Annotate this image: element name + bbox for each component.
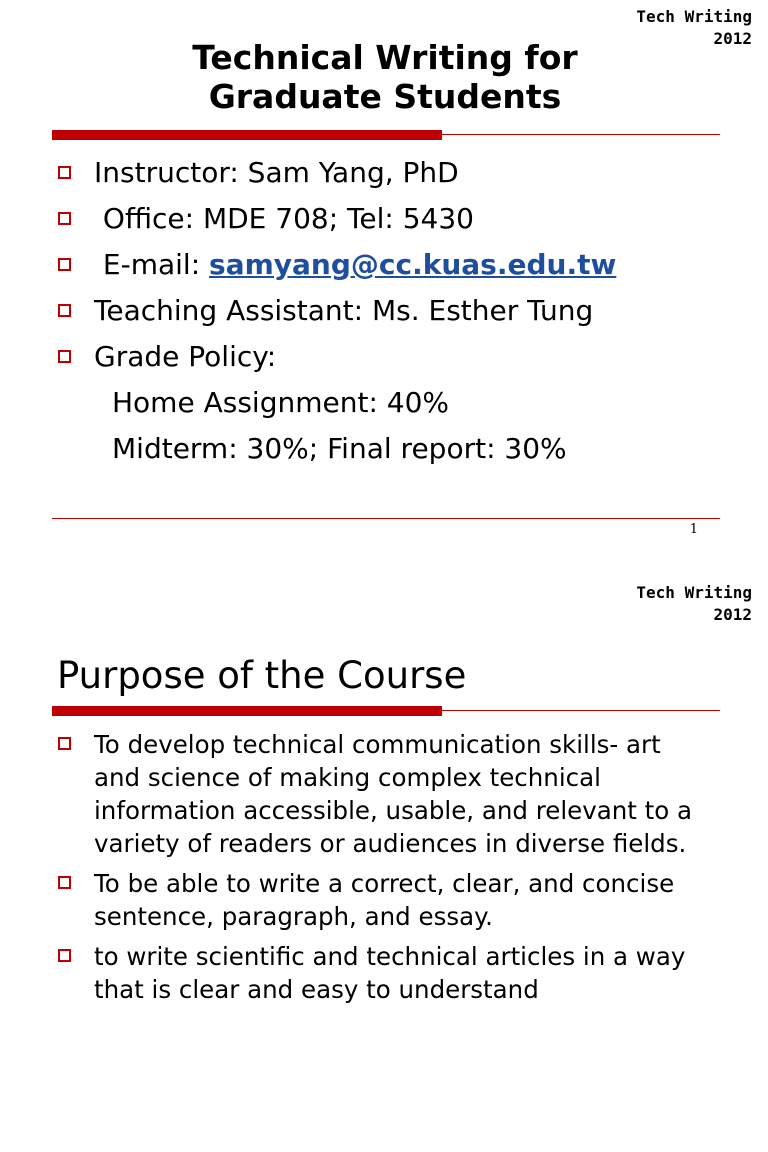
- hollow-square-bullet-icon: [58, 166, 71, 179]
- title-divider: [52, 130, 720, 140]
- hollow-square-bullet-icon: [58, 258, 71, 271]
- email-link[interactable]: samyang@cc.kuas.edu.tw: [209, 248, 617, 281]
- hollow-square-bullet-icon: [58, 949, 71, 962]
- list-item-purpose-2: [58, 867, 708, 933]
- divider-thin-segment: [442, 134, 720, 135]
- list-item-grade-policy: [58, 334, 738, 380]
- list-item-text: Teaching Assistant: Ms. Esther Tung: [94, 294, 594, 327]
- page-number: 1: [689, 522, 698, 537]
- divider-thick-segment: [52, 706, 442, 716]
- hollow-square-bullet-icon: [58, 304, 71, 317]
- divider-thick-segment: [52, 130, 442, 140]
- list-item-purpose-3: [58, 940, 708, 1006]
- corner-label: [636, 582, 752, 626]
- hollow-square-bullet-icon: [58, 212, 71, 225]
- grade-line-home-assignment: Home Assignment: 40%: [112, 386, 450, 419]
- bottom-divider: [52, 518, 720, 519]
- list-item-text: Grade Policy:: [94, 340, 277, 373]
- hollow-square-bullet-icon: [58, 876, 71, 889]
- title-divider: [52, 706, 720, 716]
- list-item-office: [58, 196, 738, 242]
- list-item-text: To be able to write a correct, clear, and concise sentence, paragraph, and essay.: [94, 869, 675, 931]
- slide-title-line1: Technical Writing for: [192, 38, 578, 77]
- slide-title: Purpose of the Course: [57, 654, 467, 697]
- corner-label-line1: Tech Writing: [636, 583, 752, 602]
- bullet-list: [58, 150, 738, 380]
- corner-label-line1: Tech Writing: [636, 7, 752, 26]
- corner-label-line2: 2012: [713, 29, 752, 48]
- list-item-text: to write scientific and technical articles in a way that is clear and easy to understand: [94, 942, 686, 1004]
- grade-line-midterm-final: Midterm: 30%; Final report: 30%: [112, 432, 567, 465]
- corner-label-line2: 2012: [713, 605, 752, 624]
- divider-thin-segment: [442, 710, 720, 711]
- hollow-square-bullet-icon: [58, 737, 71, 750]
- list-item-purpose-1: [58, 728, 708, 860]
- corner-label: [636, 6, 752, 50]
- list-item-email: [58, 242, 738, 288]
- email-label: E-mail:: [94, 248, 210, 281]
- list-item-instructor: [58, 150, 738, 196]
- hollow-square-bullet-icon: [58, 350, 71, 363]
- bullet-list: [58, 728, 708, 1013]
- list-item-text: To develop technical communication skills- art and science of making complex technical information accessible, usable, and relevant to a variety of readers or audiences in diverse fields.: [94, 730, 693, 858]
- slide-title-line2: Graduate Students: [208, 77, 562, 116]
- list-item-text: Office: MDE 708; Tel: 5430: [94, 202, 474, 235]
- list-item-teaching-assistant: [58, 288, 738, 334]
- list-item-text: Instructor: Sam Yang, PhD: [94, 156, 459, 189]
- slide-title: [120, 38, 650, 116]
